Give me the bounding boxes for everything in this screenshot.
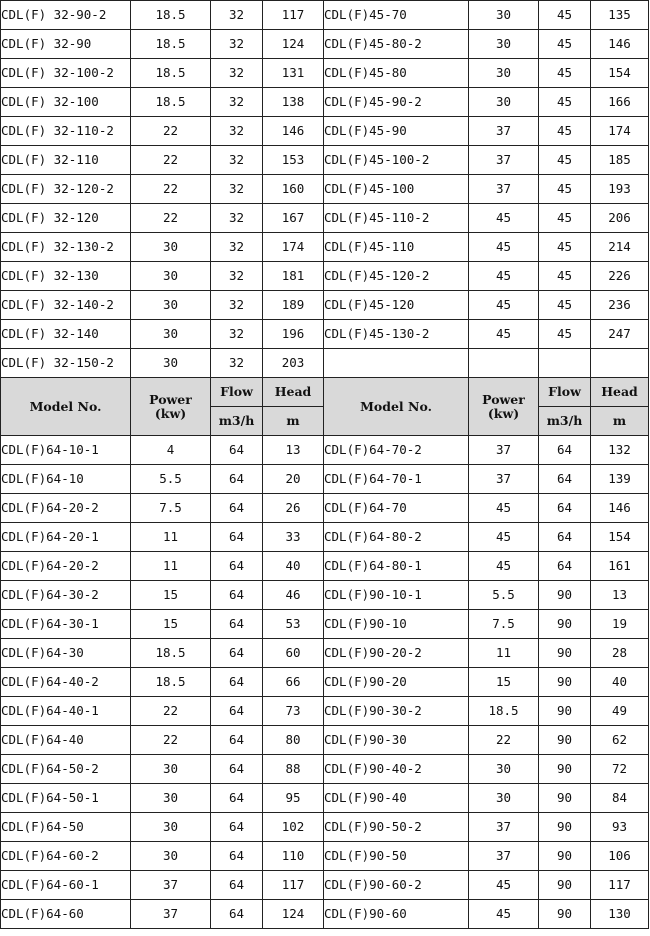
- cell-flow: 64: [211, 726, 263, 755]
- cell-power: 18.5: [131, 639, 211, 668]
- cell-power: 30: [131, 784, 211, 813]
- cell-head: 138: [263, 88, 324, 117]
- cell-power: 18.5: [131, 30, 211, 59]
- cell-head: 33: [263, 523, 324, 552]
- cell-power: 30: [469, 755, 539, 784]
- cell-power: 22: [131, 697, 211, 726]
- cell-model: CDL(F) 32-90-2: [1, 1, 131, 30]
- cell-flow: 64: [211, 900, 263, 929]
- cell-flow: 32: [211, 233, 263, 262]
- cell-flow: 32: [211, 291, 263, 320]
- cell-model: CDL(F)64-60-2: [1, 842, 131, 871]
- cell-power: 30: [131, 233, 211, 262]
- cell-flow: 64: [211, 436, 263, 465]
- cell-flow: 45: [539, 233, 591, 262]
- cell-head: 19: [591, 610, 649, 639]
- cell-power: 15: [131, 610, 211, 639]
- cell-flow: 64: [211, 668, 263, 697]
- cell-power: 37: [469, 175, 539, 204]
- cell-head: 66: [263, 668, 324, 697]
- cell-model: CDL(F)45-100-2: [324, 146, 469, 175]
- cell-flow: 64: [211, 784, 263, 813]
- cell-power: 30: [131, 349, 211, 378]
- cell-head: 117: [263, 1, 324, 30]
- cell-flow: 90: [539, 697, 591, 726]
- table-row: [1, 581, 649, 610]
- cell-model: CDL(F)45-80: [324, 59, 469, 88]
- cell-head: 167: [263, 204, 324, 233]
- cell-flow: 45: [539, 291, 591, 320]
- cell-power: 30: [469, 784, 539, 813]
- cell-flow: 90: [539, 610, 591, 639]
- cell-power: 11: [131, 552, 211, 581]
- cell-model: CDL(F)90-50: [324, 842, 469, 871]
- cell-power: 45: [469, 320, 539, 349]
- cell-model: CDL(F)90-30: [324, 726, 469, 755]
- cell-model: CDL(F)90-60-2: [324, 871, 469, 900]
- cell-power: 45: [469, 262, 539, 291]
- cell-flow: 32: [211, 30, 263, 59]
- cell-power: 37: [469, 813, 539, 842]
- table-row: [1, 30, 649, 59]
- cell-model: CDL(F)64-80-2: [324, 523, 469, 552]
- cell-head: 124: [263, 900, 324, 929]
- cell-head: 80: [263, 726, 324, 755]
- cell-flow: 64: [211, 871, 263, 900]
- cell-head: 185: [591, 146, 649, 175]
- header-head-right: Head: [591, 378, 649, 407]
- cell-head: 72: [591, 755, 649, 784]
- cell-flow: 64: [211, 523, 263, 552]
- table-row: [1, 639, 649, 668]
- cell-model: CDL(F)64-70-1: [324, 465, 469, 494]
- cell-model: CDL(F)45-110: [324, 233, 469, 262]
- cell-head: 236: [591, 291, 649, 320]
- cell-head: 46: [263, 581, 324, 610]
- cell-power: 22: [131, 146, 211, 175]
- cell-power: 22: [469, 726, 539, 755]
- cell-flow: 64: [539, 465, 591, 494]
- cell-model: CDL(F)64-30-1: [1, 610, 131, 639]
- table-row: [1, 320, 649, 349]
- header-model-left: Model No.: [1, 378, 131, 436]
- cell-power: 30: [469, 88, 539, 117]
- cell-flow: 64: [211, 465, 263, 494]
- cell-flow: 32: [211, 146, 263, 175]
- header-row: [1, 378, 649, 407]
- cell-head: 95: [263, 784, 324, 813]
- power-label: Power: [149, 391, 192, 407]
- table-row: [1, 668, 649, 697]
- table-row: [1, 1, 649, 30]
- cell-power: 18.5: [131, 668, 211, 697]
- cell-head: 73: [263, 697, 324, 726]
- cell-head: 13: [591, 581, 649, 610]
- cell-power: 22: [131, 175, 211, 204]
- cell-flow: 32: [211, 117, 263, 146]
- cell-head: 60: [263, 639, 324, 668]
- cell-power: [469, 349, 539, 378]
- table-row: [1, 494, 649, 523]
- cell-flow: 64: [211, 610, 263, 639]
- cell-flow: 90: [539, 813, 591, 842]
- cell-flow: 90: [539, 842, 591, 871]
- cell-model: CDL(F) 32-110: [1, 146, 131, 175]
- cell-head: 203: [263, 349, 324, 378]
- cell-head: 132: [591, 436, 649, 465]
- cell-flow: 64: [539, 494, 591, 523]
- cell-head: 161: [591, 552, 649, 581]
- cell-flow: 32: [211, 320, 263, 349]
- cell-head: 206: [591, 204, 649, 233]
- cell-power: 30: [469, 59, 539, 88]
- cell-flow: 90: [539, 639, 591, 668]
- cell-power: 45: [469, 552, 539, 581]
- cell-head: 40: [591, 668, 649, 697]
- cell-head: 130: [591, 900, 649, 929]
- cell-head: 13: [263, 436, 324, 465]
- cell-power: 30: [131, 291, 211, 320]
- cell-model: CDL(F)64-50-1: [1, 784, 131, 813]
- header-flow-right: Flow: [539, 378, 591, 407]
- cell-model: CDL(F)90-10-1: [324, 581, 469, 610]
- cell-model: CDL(F)64-60-1: [1, 871, 131, 900]
- table-row: [1, 262, 649, 291]
- cell-power: 18.5: [469, 697, 539, 726]
- cell-head: 117: [263, 871, 324, 900]
- header-flow-left: Flow: [211, 378, 263, 407]
- cell-power: 30: [469, 30, 539, 59]
- cell-head: 28: [591, 639, 649, 668]
- cell-flow: 45: [539, 320, 591, 349]
- cell-head: 131: [263, 59, 324, 88]
- header-power-left: [131, 378, 211, 436]
- cell-model: CDL(F)64-70: [324, 494, 469, 523]
- cell-model: CDL(F)64-10-1: [1, 436, 131, 465]
- cell-power: 45: [469, 900, 539, 929]
- cell-flow: 45: [539, 117, 591, 146]
- cell-model: CDL(F)45-110-2: [324, 204, 469, 233]
- cell-model: CDL(F)45-70: [324, 1, 469, 30]
- cell-model: CDL(F)64-50-2: [1, 755, 131, 784]
- cell-head: 110: [263, 842, 324, 871]
- cell-power: 37: [469, 465, 539, 494]
- cell-model: CDL(F)90-50-2: [324, 813, 469, 842]
- cell-flow: 90: [539, 581, 591, 610]
- top-rows: [1, 1, 649, 378]
- cell-model: CDL(F)90-20: [324, 668, 469, 697]
- cell-flow: 90: [539, 784, 591, 813]
- header-flow-unit-left: m3/h: [211, 407, 263, 436]
- cell-power: 37: [469, 436, 539, 465]
- cell-flow: 32: [211, 59, 263, 88]
- cell-power: 30: [131, 320, 211, 349]
- cell-model: CDL(F) 32-130-2: [1, 233, 131, 262]
- cell-model: CDL(F)64-70-2: [324, 436, 469, 465]
- header-model-right: Model No.: [324, 378, 469, 436]
- cell-flow: [539, 349, 591, 378]
- cell-flow: 45: [539, 30, 591, 59]
- cell-power: 30: [131, 842, 211, 871]
- cell-head: 139: [591, 465, 649, 494]
- cell-head: 88: [263, 755, 324, 784]
- header-head-unit-left: m: [263, 407, 324, 436]
- cell-model: CDL(F)45-80-2: [324, 30, 469, 59]
- cell-flow: 64: [539, 436, 591, 465]
- cell-model: CDL(F)64-40-2: [1, 668, 131, 697]
- cell-head: 214: [591, 233, 649, 262]
- cell-flow: 64: [211, 813, 263, 842]
- cell-head: 146: [263, 117, 324, 146]
- cell-flow: 64: [211, 842, 263, 871]
- cell-head: 153: [263, 146, 324, 175]
- table-row: [1, 465, 649, 494]
- cell-model: CDL(F) 32-150-2: [1, 349, 131, 378]
- bottom-rows: [1, 436, 649, 929]
- cell-head: 117: [591, 871, 649, 900]
- header-power-right: [469, 378, 539, 436]
- cell-model: CDL(F)64-20-2: [1, 494, 131, 523]
- cell-power: 22: [131, 117, 211, 146]
- cell-head: 189: [263, 291, 324, 320]
- cell-power: 7.5: [131, 494, 211, 523]
- cell-model: CDL(F)45-120-2: [324, 262, 469, 291]
- cell-head: 247: [591, 320, 649, 349]
- cell-head: 62: [591, 726, 649, 755]
- table-row: [1, 755, 649, 784]
- cell-head: 102: [263, 813, 324, 842]
- cell-model: CDL(F)64-30: [1, 639, 131, 668]
- cell-model: CDL(F)90-40-2: [324, 755, 469, 784]
- table-row: [1, 117, 649, 146]
- header-head-unit-right: m: [591, 407, 649, 436]
- cell-model: CDL(F) 32-140: [1, 320, 131, 349]
- cell-model: CDL(F)64-40: [1, 726, 131, 755]
- cell-model: CDL(F)45-100: [324, 175, 469, 204]
- cell-power: 22: [131, 204, 211, 233]
- cell-power: 37: [131, 900, 211, 929]
- table-row: [1, 349, 649, 378]
- cell-head: [591, 349, 649, 378]
- cell-head: 154: [591, 523, 649, 552]
- cell-head: 146: [591, 30, 649, 59]
- table-row: [1, 900, 649, 929]
- cell-flow: 90: [539, 726, 591, 755]
- cell-power: 45: [469, 291, 539, 320]
- table-row: [1, 813, 649, 842]
- cell-power: 18.5: [131, 88, 211, 117]
- cell-model: CDL(F)64-80-1: [324, 552, 469, 581]
- cell-flow: 32: [211, 88, 263, 117]
- cell-flow: 64: [539, 523, 591, 552]
- cell-power: 30: [131, 262, 211, 291]
- cell-power: 15: [469, 668, 539, 697]
- cell-model: CDL(F)64-20-1: [1, 523, 131, 552]
- cell-model: CDL(F)90-10: [324, 610, 469, 639]
- table-row: [1, 552, 649, 581]
- cell-power: 30: [131, 755, 211, 784]
- cell-power: 37: [131, 871, 211, 900]
- power-label: Power: [482, 391, 525, 407]
- cell-head: 106: [591, 842, 649, 871]
- cell-model: CDL(F)45-130-2: [324, 320, 469, 349]
- cell-power: 45: [469, 523, 539, 552]
- cell-flow: 64: [211, 581, 263, 610]
- power-unit: (kw): [154, 405, 187, 421]
- cell-power: 30: [469, 1, 539, 30]
- cell-model: CDL(F)90-30-2: [324, 697, 469, 726]
- cell-head: 154: [591, 59, 649, 88]
- cell-flow: 64: [211, 697, 263, 726]
- table-row: [1, 59, 649, 88]
- cell-head: 181: [263, 262, 324, 291]
- cell-flow: 45: [539, 262, 591, 291]
- cell-power: 45: [469, 233, 539, 262]
- cell-flow: 45: [539, 175, 591, 204]
- cell-head: 166: [591, 88, 649, 117]
- cell-flow: 64: [211, 494, 263, 523]
- table-row: [1, 726, 649, 755]
- cell-power: 45: [469, 871, 539, 900]
- table-row: [1, 842, 649, 871]
- cell-model: CDL(F) 32-120-2: [1, 175, 131, 204]
- cell-flow: 32: [211, 1, 263, 30]
- cell-power: 5.5: [131, 465, 211, 494]
- cell-power: 45: [469, 204, 539, 233]
- table-row: [1, 146, 649, 175]
- cell-model: CDL(F)90-60: [324, 900, 469, 929]
- cell-model: CDL(F) 32-120: [1, 204, 131, 233]
- cell-model: CDL(F) 32-110-2: [1, 117, 131, 146]
- cell-power: 37: [469, 842, 539, 871]
- cell-model: CDL(F)64-50: [1, 813, 131, 842]
- cell-flow: 45: [539, 1, 591, 30]
- cell-flow: 90: [539, 900, 591, 929]
- header-head-left: Head: [263, 378, 324, 407]
- cell-power: 15: [131, 581, 211, 610]
- cell-power: 18.5: [131, 1, 211, 30]
- table-row: [1, 871, 649, 900]
- cell-power: 22: [131, 726, 211, 755]
- cell-head: 174: [263, 233, 324, 262]
- cell-head: 26: [263, 494, 324, 523]
- cell-power: 5.5: [469, 581, 539, 610]
- cell-flow: 32: [211, 175, 263, 204]
- table-row: [1, 175, 649, 204]
- cell-head: 193: [591, 175, 649, 204]
- power-unit: (kw): [487, 405, 520, 421]
- header-flow-unit-right: m3/h: [539, 407, 591, 436]
- table-row: [1, 610, 649, 639]
- cell-model: CDL(F)64-60: [1, 900, 131, 929]
- cell-model: CDL(F) 32-100: [1, 88, 131, 117]
- column-header: [1, 378, 649, 436]
- cell-head: 196: [263, 320, 324, 349]
- cell-head: 135: [591, 1, 649, 30]
- cell-power: 37: [469, 146, 539, 175]
- cell-flow: 32: [211, 204, 263, 233]
- table-row: [1, 291, 649, 320]
- cell-model: CDL(F)90-20-2: [324, 639, 469, 668]
- cell-head: 124: [263, 30, 324, 59]
- cell-power: 4: [131, 436, 211, 465]
- cell-power: 30: [131, 813, 211, 842]
- cell-flow: 32: [211, 262, 263, 291]
- table-row: [1, 697, 649, 726]
- cell-head: 20: [263, 465, 324, 494]
- cell-model: CDL(F)45-90: [324, 117, 469, 146]
- table-row: [1, 784, 649, 813]
- cell-flow: 45: [539, 204, 591, 233]
- cell-model: CDL(F)64-30-2: [1, 581, 131, 610]
- cell-flow: 90: [539, 871, 591, 900]
- cell-head: 49: [591, 697, 649, 726]
- cell-model: CDL(F)90-40: [324, 784, 469, 813]
- table-row: [1, 204, 649, 233]
- cell-model: CDL(F) 32-130: [1, 262, 131, 291]
- cell-head: 93: [591, 813, 649, 842]
- cell-model: CDL(F)45-120: [324, 291, 469, 320]
- cell-flow: 90: [539, 668, 591, 697]
- cell-flow: 45: [539, 88, 591, 117]
- cell-flow: 45: [539, 146, 591, 175]
- cell-flow: 64: [211, 755, 263, 784]
- cell-head: 53: [263, 610, 324, 639]
- cell-power: 7.5: [469, 610, 539, 639]
- cell-power: 37: [469, 117, 539, 146]
- cell-flow: 32: [211, 349, 263, 378]
- cell-flow: 45: [539, 59, 591, 88]
- cell-model: CDL(F) 32-140-2: [1, 291, 131, 320]
- cell-head: 40: [263, 552, 324, 581]
- cell-head: 174: [591, 117, 649, 146]
- cell-power: 11: [131, 523, 211, 552]
- table-row: [1, 523, 649, 552]
- cell-model: CDL(F) 32-100-2: [1, 59, 131, 88]
- table-row: [1, 436, 649, 465]
- cell-head: 226: [591, 262, 649, 291]
- cell-power: 18.5: [131, 59, 211, 88]
- cell-power: 11: [469, 639, 539, 668]
- cell-model: CDL(F) 32-90: [1, 30, 131, 59]
- cell-flow: 64: [539, 552, 591, 581]
- cell-flow: 64: [211, 552, 263, 581]
- cell-model: CDL(F)64-20-2: [1, 552, 131, 581]
- table-row: [1, 88, 649, 117]
- cell-model: CDL(F)64-40-1: [1, 697, 131, 726]
- cell-flow: 64: [211, 639, 263, 668]
- cell-power: 45: [469, 494, 539, 523]
- cell-flow: 90: [539, 755, 591, 784]
- cell-head: 84: [591, 784, 649, 813]
- cell-model: [324, 349, 469, 378]
- cell-model: CDL(F)64-10: [1, 465, 131, 494]
- cell-model: CDL(F)45-90-2: [324, 88, 469, 117]
- cell-head: 146: [591, 494, 649, 523]
- table-row: [1, 233, 649, 262]
- cell-head: 160: [263, 175, 324, 204]
